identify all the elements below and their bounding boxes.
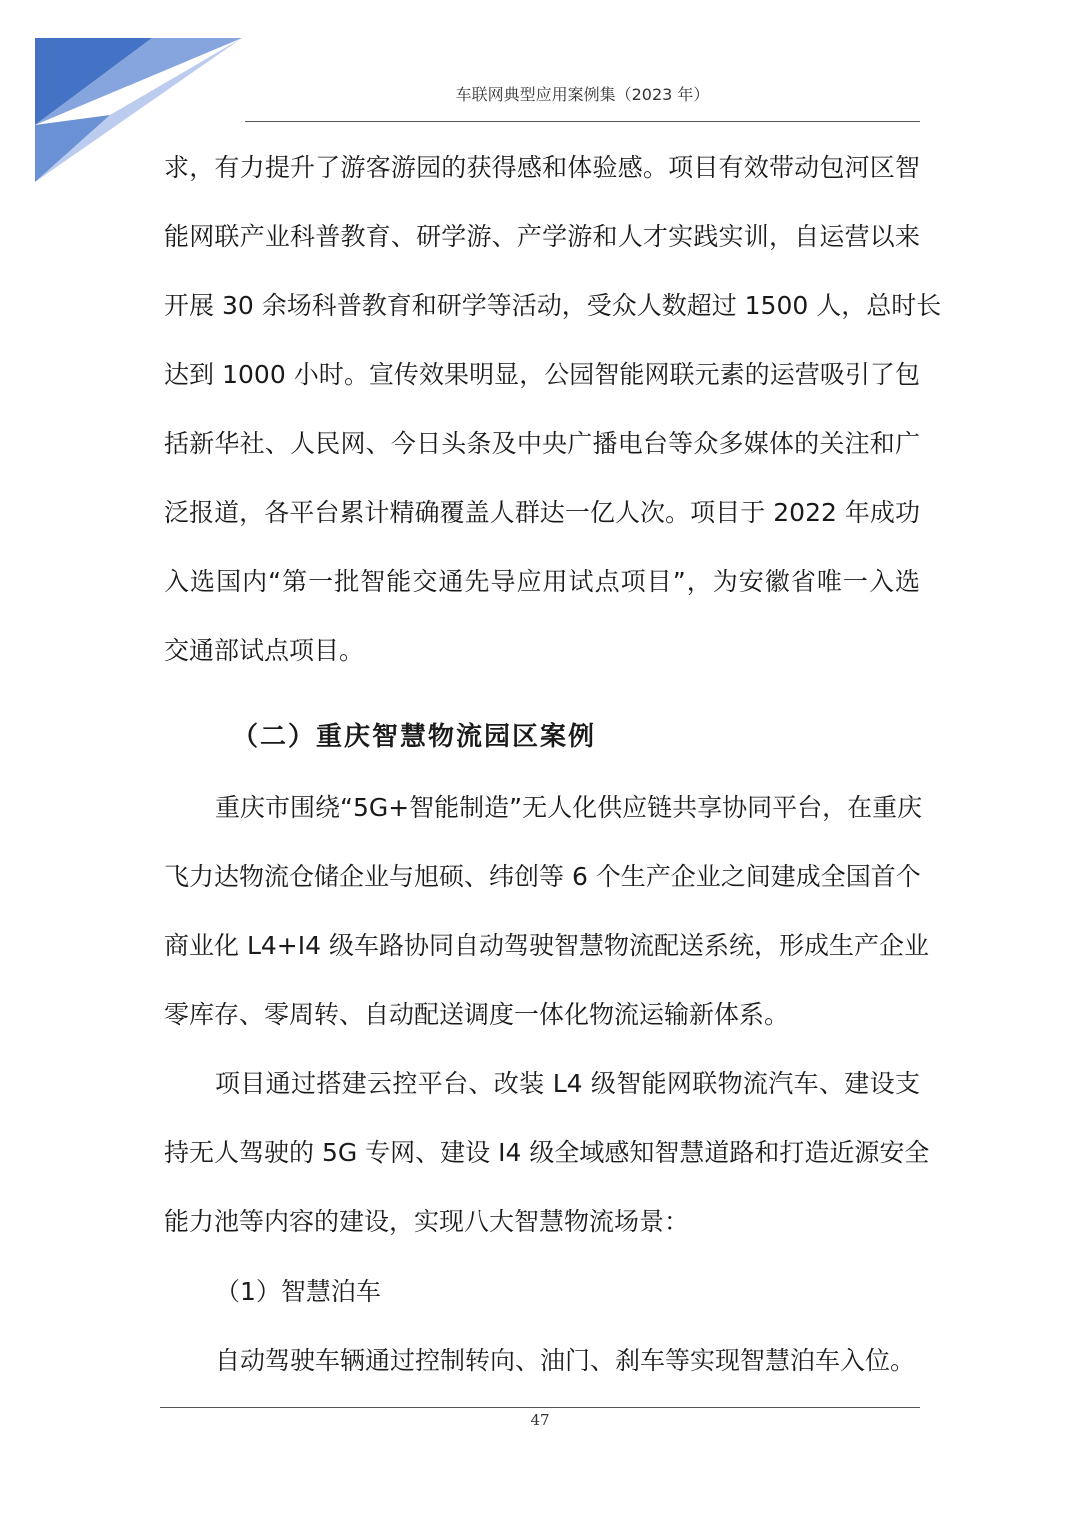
paragraph-line: 重庆市围绕“5G+智能制造”无人化供应链共享协同平台，在重庆 <box>215 793 923 822</box>
header-title: 车联网典型应用案例集（2023 年） <box>455 85 710 104</box>
footer-divider <box>160 1407 920 1408</box>
paragraph-line: 开展 30 余场科普教育和研学等活动，受众人数超过 1500 人，总时长 <box>164 291 942 320</box>
header-divider <box>245 121 920 122</box>
paragraph-line: 零库存、零周转、自动配送调度一体化物流运输新体系。 <box>164 1000 790 1029</box>
paragraph-line: 达到 1000 小时。宣传效果明显，公园智能网联元素的运营吸引了包 <box>164 360 920 389</box>
paragraph-line: 能力池等内容的建设，实现八大智慧物流场景： <box>164 1207 690 1236</box>
paragraph-line: 入选国内“第一批智能交通先导应用试点项目”，为安徽省唯一入选 <box>164 567 920 596</box>
paragraph-line: 商业化 L4+I4 级车路协同自动驾驶智慧物流配送系统，形成生产企业 <box>164 931 929 960</box>
page-number: 47 <box>530 1411 550 1429</box>
list-item-text: 自动驾驶车辆通过控制转向、油门、刹车等实现智慧泊车入位。 <box>215 1346 916 1375</box>
paragraph-line: 能网联产业科普教育、研学游、产学游和人才实践实训，自运营以来 <box>164 222 920 251</box>
paragraph-line: 飞力达物流仓储企业与旭硕、纬创等 6 个生产企业之间建成全国首个 <box>164 862 921 891</box>
paragraph-line: 括新华社、人民网、今日头条及中央广播电台等众多媒体的关注和广 <box>164 429 920 458</box>
paragraph-line: 交通部试点项目。 <box>164 636 365 665</box>
paragraph-line: 持无人驾驶的 5G 专网、建设 I4 级全域感知智慧道路和打造近源安全 <box>164 1138 930 1167</box>
list-item-title: （1）智慧泊车 <box>215 1277 381 1306</box>
paragraph-line: 泛报道，各平台累计精确覆盖人群达一亿人次。项目于 2022 年成功 <box>164 498 920 527</box>
paragraph-line: 项目通过搭建云控平台、改装 L4 级智能网联物流汽车、建设支 <box>215 1069 920 1098</box>
paragraph-line: 求，有力提升了游客游园的获得感和体验感。项目有效带动包河区智 <box>164 153 920 182</box>
section-heading: （二）重庆智慧物流园区案例 <box>232 722 597 752</box>
